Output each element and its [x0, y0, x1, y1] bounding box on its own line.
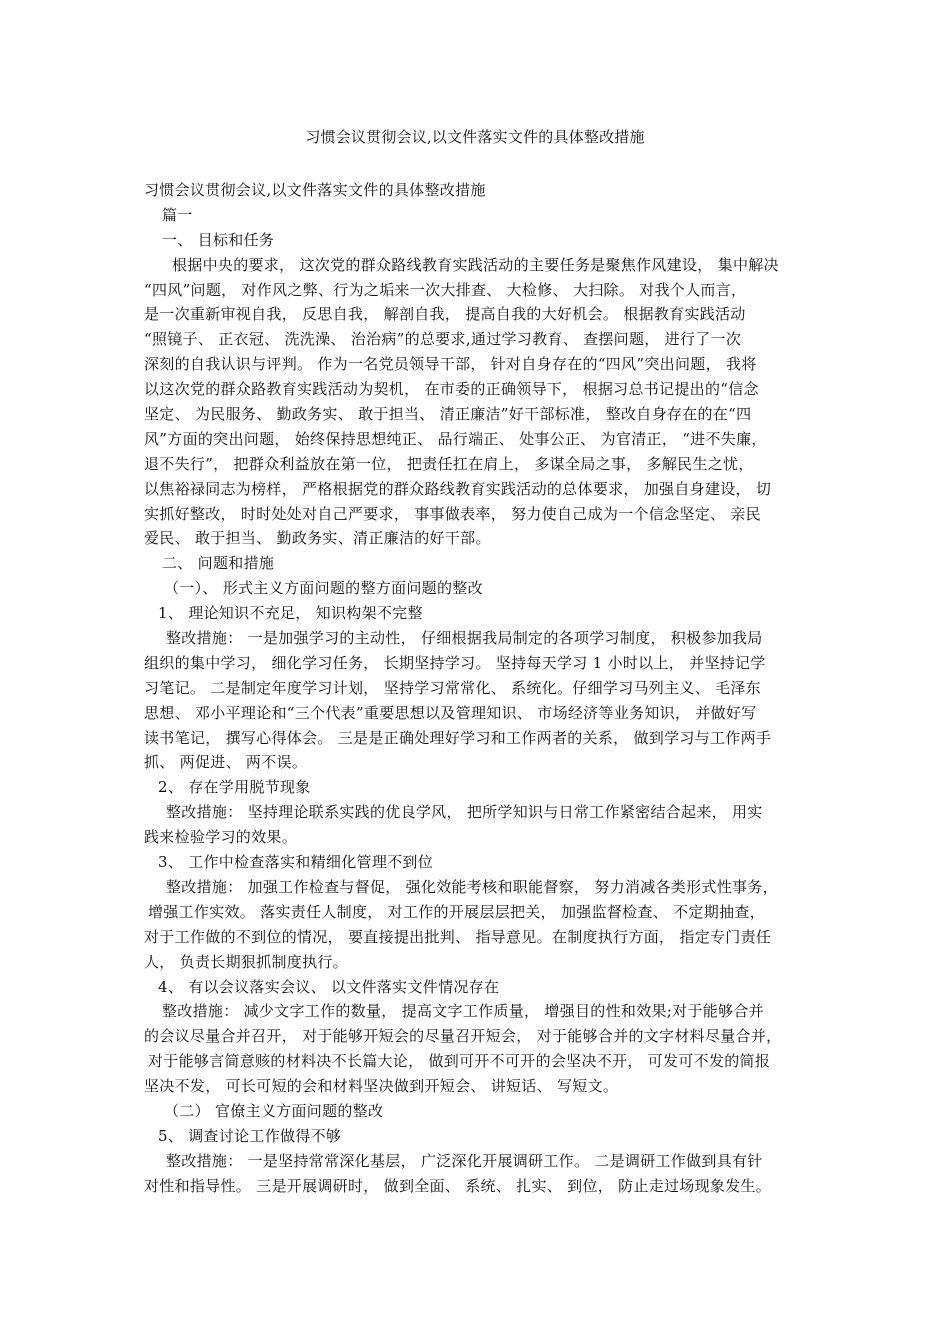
item-heading: 5、 调查讨论工作做得不够: [158, 1126, 342, 1145]
paragraph-line: 以焦裕禄同志为榜样， 严格根据党的群众路线教育实践活动的总体要求， 加强自身建设， 切: [144, 479, 772, 498]
item-heading: 4、 有以会议落实会议、 以文件落实文件情况存在: [158, 977, 500, 996]
paragraph-line: 整改措施： 一是加强学习的主动性， 仔细根据我局制定的各项学习制度， 积极参加我局: [166, 629, 763, 648]
paragraph-line: 深刻的自我认识与评判。 作为一名党员领导干部， 针对自身存在的“四风”突出问题， 我将: [144, 355, 757, 374]
item-heading: 3、 工作中检查落实和精细化管理不到位: [158, 853, 434, 872]
paragraph-line: 实抓好整改， 时时处处对自己严要求， 事事做表率， 努力使自己成为一个信念坚定、 亲民: [144, 504, 761, 523]
document-title: 习惯会议贯彻会议,以文件落实文件的具体整改措施: [305, 128, 645, 146]
paragraph-line: 增强工作实效。 落实责任人制度， 对工作的开展层层把关， 加强监督检查、 不定期抽查，: [148, 902, 765, 921]
paragraph-line: 是一次重新审视自我， 反思自我， 解剖自我， 提高自我的大好机会。 根据教育实践活动: [144, 305, 746, 324]
paragraph-line: 读书笔记， 撰写心得体会。 三是是正确处理好学习和工作两者的关系， 做到学习与工作两手: [144, 728, 772, 747]
paragraph-line: 习笔记。 二是制定年度学习计划， 坚持学习常常化、 系统化。仔细学习马列主义、 毛泽东: [144, 678, 761, 697]
paragraph-line: 坚定、 为民服务、 勤政务实、 敢于担当、 清正廉洁”好干部标准， 整改自身存在的在“四: [144, 405, 752, 424]
paragraph-line: 退不失行”， 把群众利益放在第一位， 把责任扛在肩上， 多谋全局之事， 多解民生之忧，: [144, 454, 754, 473]
subsection-heading: （一）、 形式主义方面问题的整方面问题的整改: [164, 579, 483, 598]
paragraph-line: 组织的集中学习， 细化学习任务， 长期坚持学习。 坚持每天学习 1 小时以上， 并坚持记学: [144, 653, 766, 672]
paragraph-line: “四风”问题， 对作风之弊、行为之垢来一次大排查、 大检修、 大扫除。 对我个人而言，: [144, 280, 747, 299]
heading-line: 习惯会议贯彻会议,以文件落实文件的具体整改措施: [144, 181, 486, 199]
item-heading: 2、 存在学用脱节现象: [158, 778, 311, 797]
paragraph-line: 整改措施： 一是坚持常常深化基层， 广泛深化开展调研工作。 二是调研工作做到具有针: [166, 1151, 763, 1170]
paragraph-line: 爱民、 敢于担当、 勤政务实、清正廉洁的好干部。: [144, 529, 491, 548]
section-label: 篇一: [162, 205, 193, 224]
paragraph-line: 践来检验学习的效果。: [144, 828, 298, 847]
section-heading: 二、 问题和措施: [162, 554, 275, 573]
paragraph-line: 坚决不发， 可长可短的会和材料坚决做到开短会、 讲短话、 写短文。: [144, 1077, 619, 1096]
document-body: [144, 178, 812, 1199]
item-heading: 1、 理论知识不充足， 知识构架不完整: [158, 604, 423, 623]
paragraph-line: 整改措施： 坚持理论联系实践的优良学风， 把所学知识与日常工作紧密结合起来， 用实: [166, 803, 763, 822]
paragraph-line: 对于能够言简意赅的材料决不长篇大论， 做到可开不可开的会坚决不开， 可发可不发的简报: [148, 1052, 771, 1071]
paragraph-line: 以这次党的群众路教育实践活动为契机， 在市委的正确领导下， 根据习总书记提出的“信念: [144, 380, 759, 399]
paragraph-line: 风”方面的突出问题， 始终保持思想纯正、 品行端正、 处事公正、 为官清正， “进不失廉，: [144, 429, 767, 448]
paragraph-line: 思想、 邓小平理论和“三个代表”重要思想以及管理知识、 市场经济等业务知识， 并做好写: [144, 703, 757, 722]
paragraph-line: 对于工作做的不到位的情况， 要直接提出批判、 指导意见。在制度执行方面， 指定专门责任: [144, 927, 772, 946]
subsection-heading: （二） 官僚主义方面问题的整改: [164, 1101, 384, 1120]
paragraph-line: 对性和指导性。 三是开展调研时， 做到全面、 系统、 扎实、 到位， 防止走过场现象发生。: [144, 1176, 772, 1195]
paragraph-line: 人， 负责长期狠抓制度执行。: [144, 952, 348, 971]
section-heading: 一、 目标和任务: [162, 230, 275, 249]
paragraph-line: “照镜子、 正衣冠、 洗洗澡、 治治病”的总要求,通过学习教育、 查摆问题， 进行了一次: [144, 330, 742, 349]
paragraph-line: 整改措施： 加强工作检查与督促， 强化效能考核和职能督察， 努力消减各类形式性事务，: [166, 877, 778, 896]
paragraph-line: 抓、 两促进、 两不误。: [144, 753, 308, 772]
paragraph-line: 的会议尽量合并召开， 对于能够开短会的尽量召开短会， 对于能够合并的文字材料尽量合并，: [144, 1027, 782, 1046]
paragraph-line: 整改措施： 减少文字工作的数量， 提高文字工作质量， 增强目的性和效果;对于能够合并: [162, 1002, 764, 1021]
paragraph-line: 根据中央的要求， 这次党的群众路线教育实践活动的主要任务是聚焦作风建设， 集中解决: [172, 255, 779, 274]
